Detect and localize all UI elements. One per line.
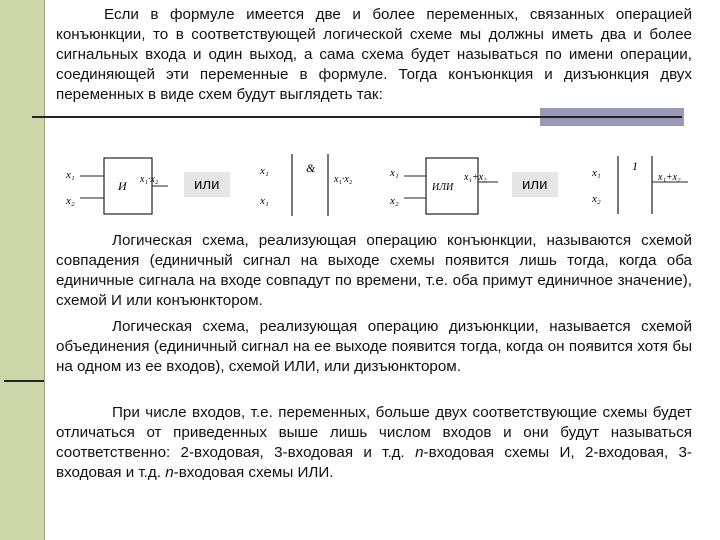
or-gate-2-output: x₁+x₂ (658, 172, 681, 183)
left-rule (4, 380, 44, 382)
or-separator-2: или (512, 172, 558, 197)
or-gate-2-input-2: x₂ (592, 193, 601, 205)
or-gate-diagram-2 (588, 152, 692, 218)
or-gate-1-name: ИЛИ (432, 182, 454, 193)
conjunction-paragraph: Логическая схема, реализующая операцию конъюнкции, называются схемой совпадения (единичный сигнал на выходе схемы появится лишь тогда, когда оба единичные сигнала на входе совпадут по времени, т.е. оба примут единичное значение), схемой И или конъюнктором. (56, 232, 692, 309)
n-input-text-a: При числе входов, т.е. переменных, больше двух соответствующие схемы будет отличаться от приведенных выше лишь числом входов и они будут называться соответственно: 2-входовая, 3-входовая и т.д. (56, 404, 692, 461)
or-gate-2-input-1: x₁ (592, 167, 601, 179)
intro-paragraph: Если в формуле имеется две и более переменных, связанных операцией конъюнкции, то в соответствующей логической схеме мы должны иметь два и более сигнальных входа и один выход, а сама схема будет называться по имени операции, соединяющей эти переменные в формуле. Тогда конъюнкция и дизъюнкция двух переменных в виде схем будут выглядеть так: (56, 6, 692, 103)
and-gate-diagram-2 (254, 150, 368, 220)
and-gate-2-input-2: x₁ (260, 195, 269, 207)
or-gate-diagram-1 (386, 152, 502, 218)
disjunction-paragraph: Логическая схема, реализующая операцию дизъюнкции, называется схемой объединения (единичный сигнал на ее выходе появится тогда, когда он появится хотя бы на одном из ее входов), схемой ИЛИ, или дизъюнктором. (56, 318, 692, 375)
and-gate-1-input-2: x₂ (66, 195, 75, 207)
and-gate-1-output: x₁·x₂ (140, 174, 159, 185)
or-gate-1-input-2: x₂ (390, 195, 399, 207)
or-gate-1-input-1: x₁ (390, 167, 399, 179)
and-gate-2-input-1: x₁ (260, 165, 269, 177)
and-gate-1-name: И (118, 179, 127, 193)
sidebar-divider (44, 0, 45, 540)
or-gate-2-name: 1 (632, 159, 638, 173)
or-gate-1-output: x₁+x₂ (464, 172, 487, 183)
and-gate-diagram-1 (60, 152, 172, 218)
decorative-rule (32, 116, 682, 118)
n-variable-1: n (415, 444, 424, 461)
slide-sidebar (0, 0, 44, 540)
and-gate-2-name: & (306, 161, 316, 175)
n-input-text-b: -входовая схемы И, 2-входовая, 3-входовая и т.д. (56, 444, 692, 481)
n-variable-2: n (165, 464, 174, 481)
n-input-text-c: -входовая схемы ИЛИ. (173, 464, 334, 481)
or-separator-1: или (184, 172, 230, 197)
n-input-paragraph (56, 403, 692, 483)
and-gate-1-input-1: x₁ (66, 169, 75, 181)
and-gate-2-output: x₁·x₂ (334, 174, 353, 185)
